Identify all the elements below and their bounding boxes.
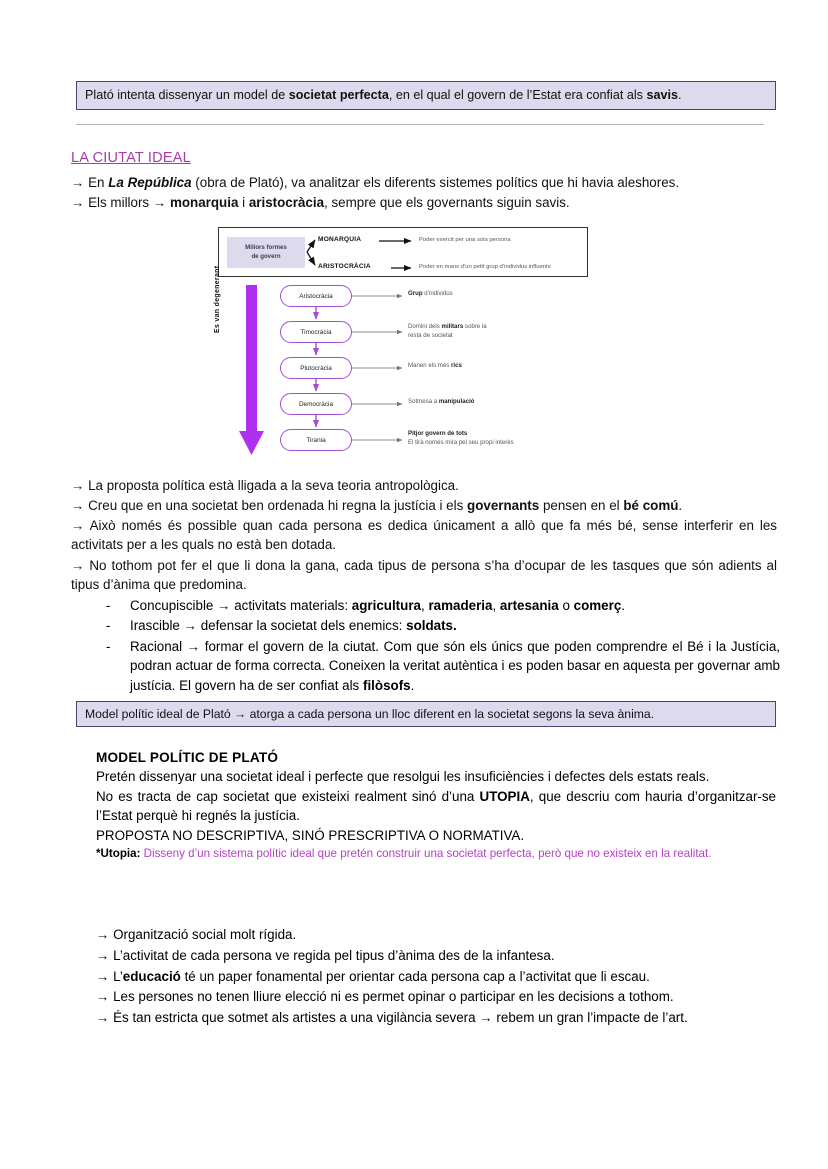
lead-1-post: (obra de Plató), va analitzar els diferents sistemes polítics que hi havia aleshores. (191, 175, 680, 190)
dash-bullet: - (106, 638, 111, 654)
degeneration-desc-timocracia (408, 323, 588, 341)
list-item-racional (104, 637, 780, 695)
branch-desc-monarquia: Poder exercit per una sola persona (419, 237, 511, 243)
para-2-pre: No es tracta de cap societat que existeixi realment sinó d’una (96, 788, 480, 804)
lead-line-2 (71, 193, 777, 212)
desc-bold: Grup (408, 290, 423, 297)
item-post: . (621, 598, 625, 613)
horizontal-divider (76, 124, 764, 125)
item-pre: Concupiscible → activitats materials: (130, 598, 352, 613)
callout-model-politic-ideal (76, 701, 776, 727)
model-politic-title: MODEL POLÍTIC DE PLATÓ (96, 750, 279, 765)
model-paragraph-1: Pretén dissenyar una societat ideal i perfecte que resolgui les insuficiències i defectes dels estats reals. (96, 769, 710, 784)
arrow-glyph: → (71, 195, 85, 210)
final-item-organitzacio: → Organització social molt rígida. (96, 927, 297, 942)
source-label-line-1: Millors formes (245, 244, 287, 252)
degeneration-desc-plutocracia (408, 362, 588, 371)
para-2-post: , que descriu com hauria d’organitzar-se l’Estat perquè hi regnés la justícia. (96, 788, 777, 824)
lead-2-mid: i (238, 195, 249, 210)
desc-bold: militars (441, 323, 464, 330)
model-politic-block (96, 750, 776, 863)
desc-bold: Pitjor govern de tots (408, 430, 468, 437)
para-b-pre: → Creu que en una societat ben ordenada hi regna la justícia i els (71, 498, 468, 513)
final-item-activitat: → L’activitat de cada persona ve regida pel tipus d’ànima des de la infantesa. (96, 947, 555, 963)
para-b-post: . (678, 498, 683, 513)
item-bold-3: artesania (499, 598, 559, 613)
degeneration-desc-aristocracia (408, 290, 588, 299)
item-post: . (410, 677, 415, 693)
paragraph-be-comu (71, 496, 777, 515)
callout-top-text-1: Plató intenta dissenyar un model de (85, 88, 289, 102)
utopia-definition (96, 846, 776, 863)
desc-rest: sobre la (463, 323, 487, 330)
list-item-irascible (104, 616, 780, 635)
item-bold-1: soldats. (406, 618, 457, 634)
big-purple-down-arrow (239, 285, 264, 455)
utopia-label: *Utopia: (96, 847, 141, 861)
desc-line-2: resta de societat (408, 331, 453, 339)
branch-label-monarquia: MONARQUIA (318, 236, 362, 243)
degeneration-node-timocracia: Timocràcia (280, 321, 352, 343)
para-b-mid: pensen en el (539, 498, 624, 513)
final-arrow-list (96, 925, 776, 1029)
branch-label-aristocracia: ARISTOCRÀCIA (318, 263, 371, 270)
callout-top-text-2: , en el qual el govern de l’Estat era confiat als (388, 88, 647, 102)
model-paragraph-2 (96, 787, 776, 826)
para-2-bold-utopia: UTOPIA (479, 788, 530, 804)
branch-desc-aristocracia: Poder en mans d’un petit grup d’individus influents (419, 264, 551, 270)
diagram-best-forms-of-government (218, 227, 588, 277)
item-3-bold: educació (122, 968, 181, 984)
item-3-pre: → L’ (96, 968, 123, 984)
lead-2-bold-2: aristocràcia (248, 195, 325, 210)
para-b-bold-2: bé comú (623, 498, 679, 513)
section-heading-la-ciutat-ideal: LA CIUTAT IDEAL (71, 150, 191, 166)
desc-bold: rics (451, 362, 462, 369)
item-3-post: té un paper fonamental per orientar cada persona cap a l’activitat que li escau. (180, 968, 650, 984)
item-pre: Irascible → defensar la societat dels enemics: (130, 618, 407, 634)
desc-rest: d’individus (422, 290, 453, 297)
item-sep-3: o (558, 598, 574, 613)
callout-top-text (85, 87, 681, 104)
item-pre: Racional → formar el govern de la ciutat. Com que són els únics que poden comprendre el Bé i la Justícia, podran actuar de forma correcta. Coneixen la veritat autèntica i es poden basar en aquesta per governar amb justícia. El govern ha de ser confiat als (130, 638, 780, 693)
callout-top (76, 81, 776, 110)
desc-pre: Manen els més (408, 362, 452, 369)
para-b-bold-1: governants (467, 498, 540, 513)
degeneration-node-aristocracia: Aristocràcia (280, 285, 352, 307)
final-item-artistes: → És tan estricta que sotmet als artistes a una vigilància severa → rebem un gran l’impacte de l’art. (96, 1010, 688, 1026)
callout-top-bold-2: savis (646, 88, 678, 102)
lead-2-pre: Els millors → (84, 195, 170, 210)
item-bold-4: comerç (573, 598, 622, 613)
callout-top-bold-1: societat perfecta (288, 88, 389, 102)
source-label-line-2: de govern (251, 252, 281, 260)
lead-1-title: La República (108, 175, 192, 190)
utopia-text: Disseny d’un sistema polític ideal que pretén construir una societat perfecta, però que no existeix en la realitat. (140, 847, 712, 861)
desc-pre: Domini dels (408, 323, 442, 330)
callout-top-text-3: . (677, 88, 682, 102)
item-sep-1: , (420, 598, 429, 613)
dash-bullet: - (106, 598, 111, 613)
item-sep-2: , (492, 598, 500, 613)
paragraph-especialitzacio: → Això només és possible quan cada persona es dedica únicament a allò que fa més bé, sense interferir en les activitats per a les quals no està ben dotada. (71, 518, 777, 553)
degeneration-desc-democracia (408, 398, 588, 407)
lead-2-bold-1: monarquia (169, 195, 239, 210)
degeneration-desc-tirania (408, 430, 588, 448)
lead-2-post: , sempre que els governants siguin savis. (324, 195, 570, 210)
dash-bullet: - (106, 618, 111, 634)
item-bold-1: filòsofs (362, 677, 411, 693)
degeneration-node-democracia: Democràcia (280, 393, 352, 415)
callout-mid-text: Model polític ideal de Plató → atorga a cada persona un lloc diferent en la societat segons la seva ànima. (85, 706, 655, 721)
arrow-glyph: → (71, 175, 85, 190)
lead-line-1 (71, 173, 777, 192)
final-item-educacio (96, 967, 776, 987)
desc-bold: manipulació (438, 398, 475, 405)
degeneration-node-tirania: Tirania (280, 429, 352, 451)
degeneration-axis-label: Es van degenerant (214, 265, 221, 333)
item-bold-1: agricultura (351, 598, 421, 613)
degeneration-node-plutocracia: Plutocràcia (280, 357, 352, 379)
desc-pre: Sotmesa a (408, 398, 439, 405)
final-item-lliure-eleccio: → Les persones no tenen lliure elecció ni es permet opinar o participar en les decisions a tothom. (96, 989, 674, 1005)
list-item-concupiscible (104, 596, 780, 615)
item-bold-2: ramaderia (428, 598, 493, 613)
paragraph-tasques-anima: → No tothom pot fer el que li dona la gana, cada tipus de persona s’ha d’ocupar de les tasques que són adients al tipus d’ànima que predomina. (71, 558, 777, 593)
desc-line-2: El tirà només mira pel seu propi interès (408, 438, 514, 446)
model-paragraph-3: PROPOSTA NO DESCRIPTIVA, SINÓ PRESCRIPTIVA O NORMATIVA. (96, 827, 525, 843)
soul-types-list (104, 596, 780, 696)
paragraph-teoria-antropologica: → La proposta política està lligada a la seva teoria antropològica. (71, 478, 459, 493)
lead-1-pre: En (84, 175, 109, 190)
